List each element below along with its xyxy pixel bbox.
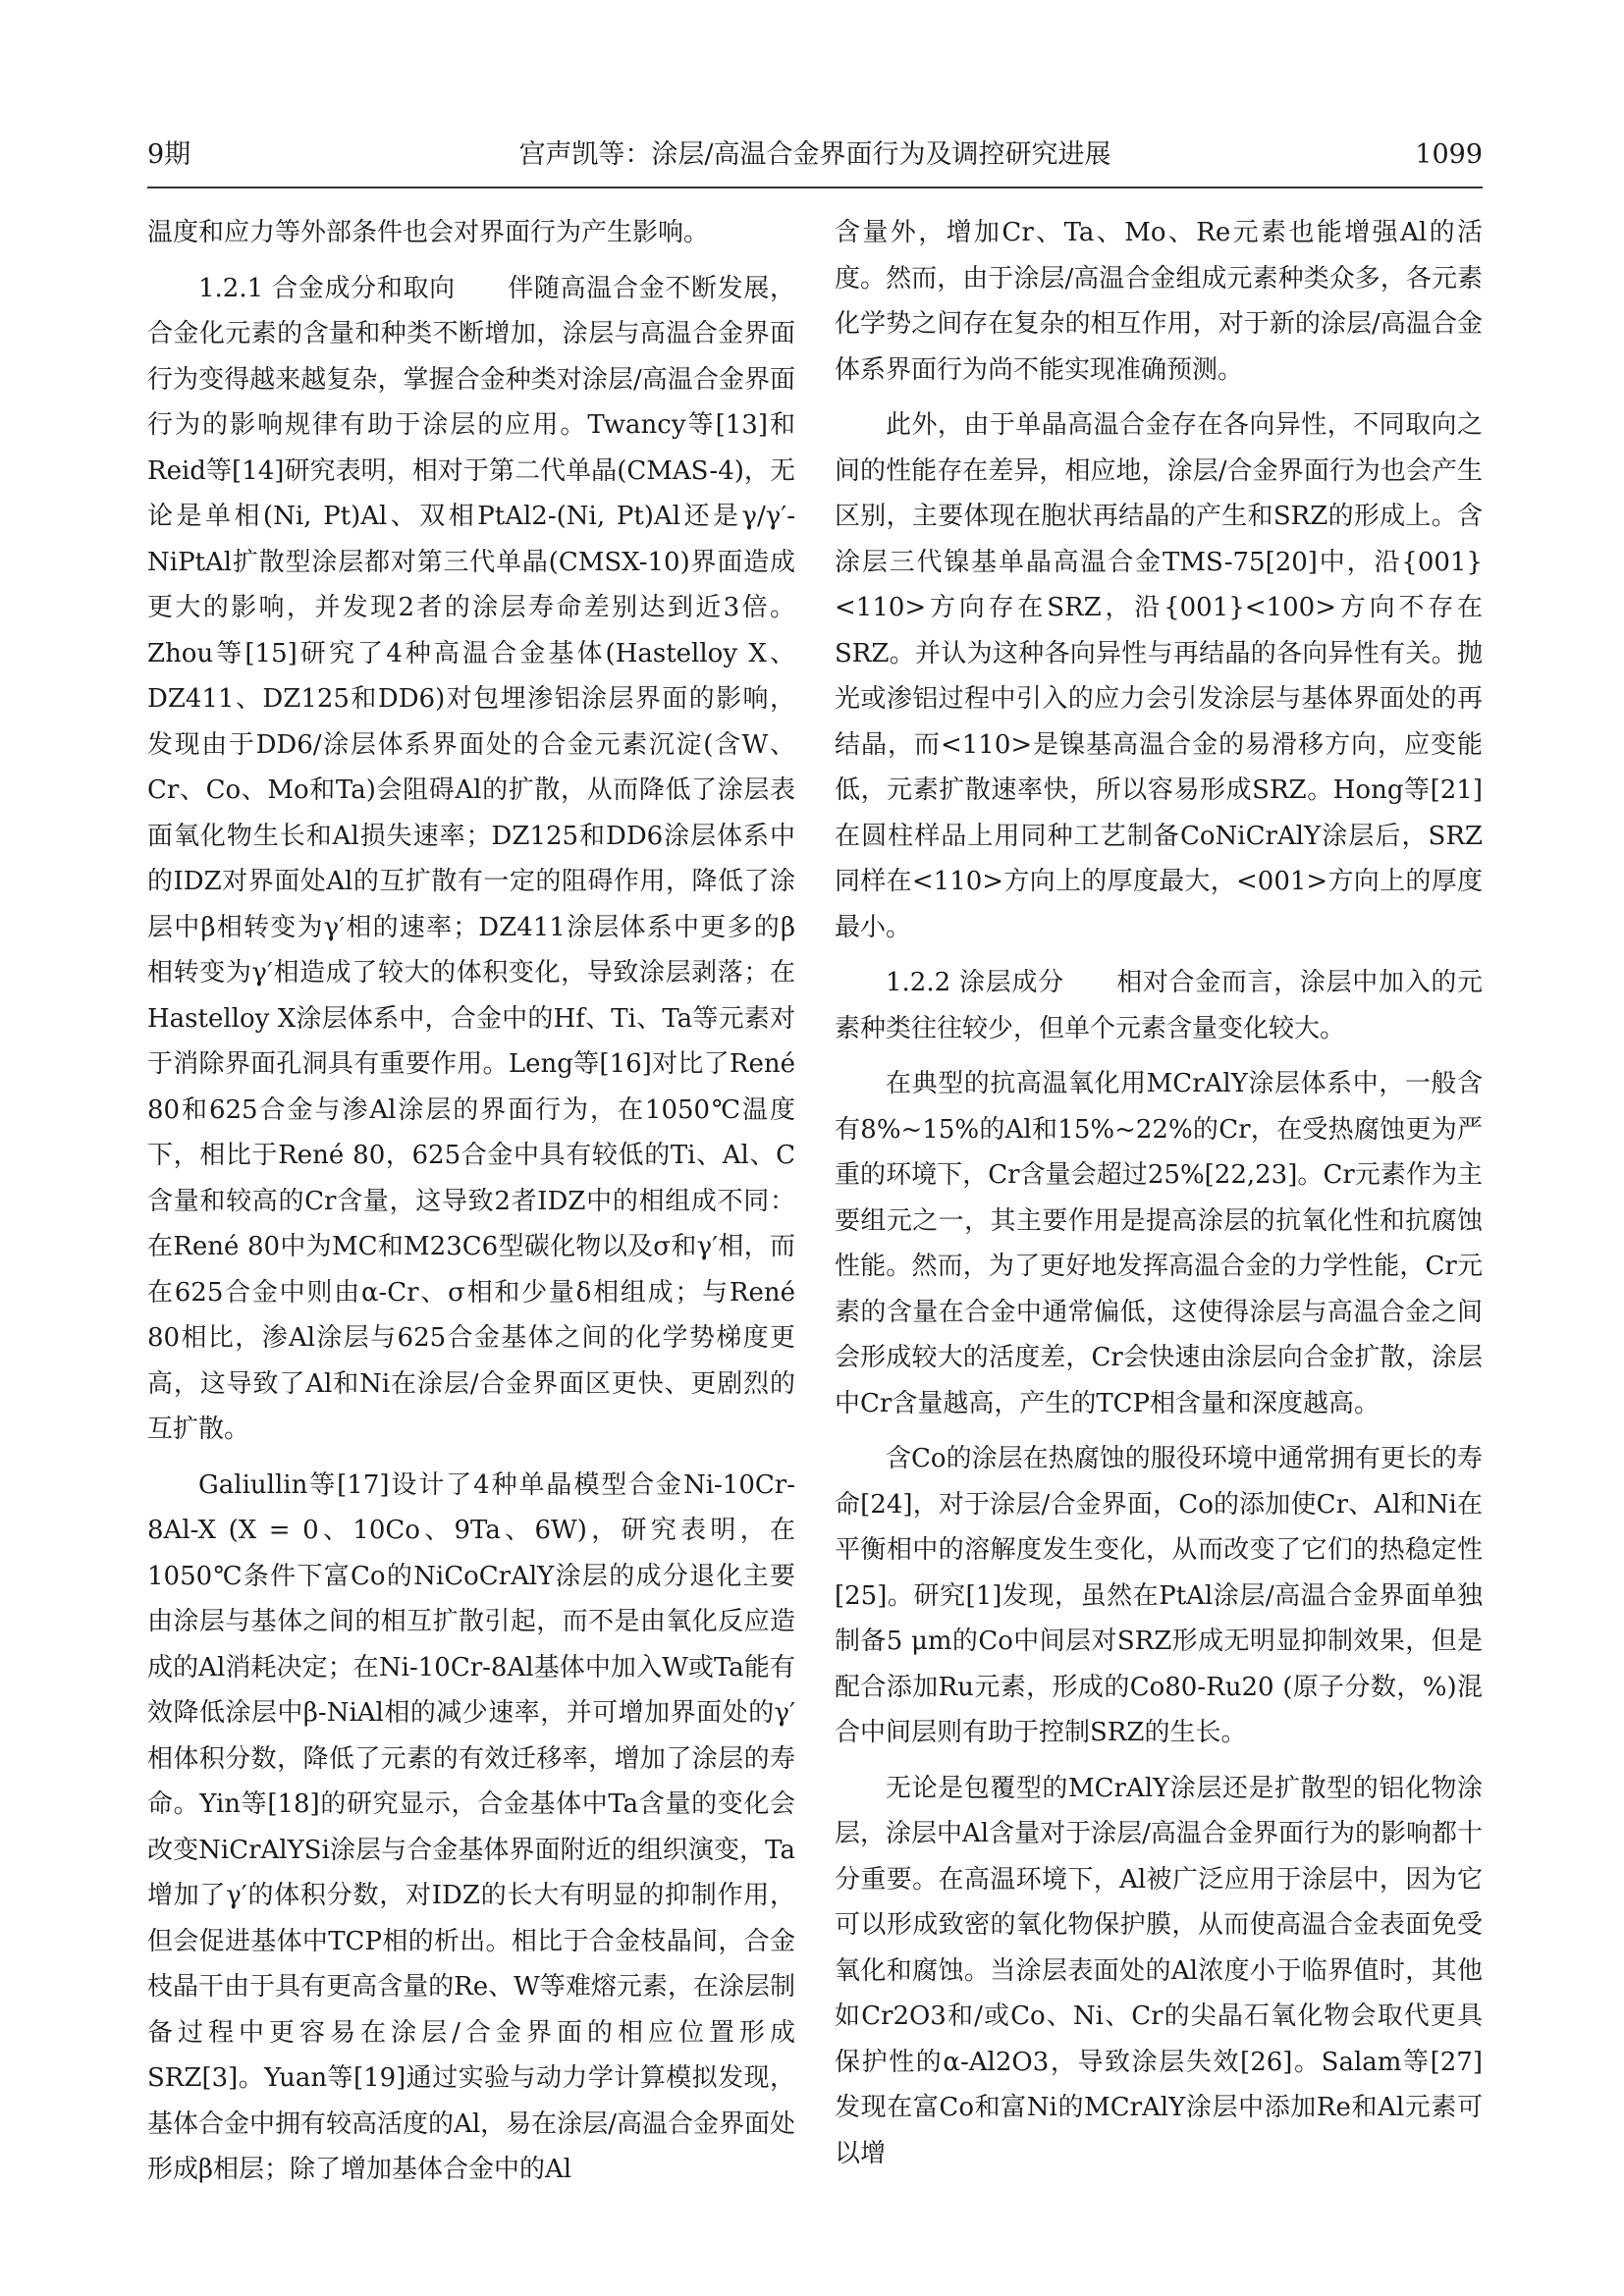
paragraph: 1.2.1 合金成分和取向 伴随高温合金不断发展，合金化元素的含量和种类不断增加，涂层与高温合金界面行为变得越来越复杂，掌握合金种类对涂层/高温合金界面行为的影响规律有助于涂层的应用。Twancy等[13]和Reid等[14]研究表明，相对于第二代单晶(CMAS-4)，无论是单相(Ni, Pt)Al、双相PtAl2-(Ni, Pt)Al还是γ/γ′-NiPtAl扩散型涂层都对第三代单晶(CMSX-10)界面造成更大的影响，并发现2者的涂层寿命差别达到近3倍。Zhou等[15]研究了4种高温合金基体(Hastelloy X、DZ411、DZ125和DD6)对包埋渗铝涂层界面的影响，发现由于DD6/涂层体系界面处的合金元素沉淀(含W、Cr、Co、Mo和Ta)会阻碍Al的扩散，从而降低了涂层表面氧化物生长和Al损失速率；DZ125和DD6涂层体系中的IDZ对界面处Al的互扩散有一定的阻碍作用，降低了涂层中β相转变为γ′相的速率；DZ411涂层体系中更多的β相转变为γ′相造成了较大的体积变化，导致涂层剥落；在Hastelloy X涂层体系中，合金中的Hf、Ti、Ta等元素对于消除界面孔洞具有重要作用。Leng等[16]对比了René 80和625合金与渗Al涂层的界面行为，在1050℃温度下，相比于René 80，625合金中具有较低的Ti、Al、C含量和较高的Cr含量，这导致2者IDZ中的相组成不同：在René 80中为MC和M23C6型碳化物以及σ和γ′相，而在625合金中则由α-Cr、σ相和少量δ相组成；与René 80相比，渗Al涂层与625合金基体之间的化学势梯度更高，这导致了Al和Ni在涂层/合金界面区更快、更剧烈的互扩散。 (147, 273, 795, 1444)
paragraph: 含量外，增加Cr、Ta、Mo、Re元素也能增强Al的活度。然而，由于涂层/高温合金组成元素种类众多，各元素化学势之间存在复杂的相互作用，对于新的涂层/高温合金体系界面行为尚不能实现准确预测。 (835, 218, 1483, 385)
paragraph: 此外，由于单晶高温合金存在各向异性，不同取向之间的性能存在差异，相应地，涂层/合金界面行为也会产生区别，主要体现在胞状再结晶的产生和SRZ的形成上。含涂层三代镍基单晶高温合金TMS-75[20]中，沿{001}<110>方向存在SRZ，沿{001}<100>方向不存在SRZ。并认为这种各向异性与再结晶的各向异性有关。抛光或渗铝过程中引入的应力会引发涂层与基体界面处的再结晶，而<110>是镍基高温合金的易滑移方向，应变能低，元素扩散速率快，所以容易形成SRZ。Hong等[21]在圆柱样品上用同种工艺制备CoNiCrAlY涂层后，SRZ同样在<110>方向上的厚度最大，<001>方向上的厚度最小。 (835, 410, 1483, 942)
right-column (835, 210, 1483, 2186)
running-header (147, 135, 1483, 183)
running-title: 宫声凯等：涂层/高温合金界面行为及调控研究进展 (518, 139, 1111, 170)
paragraph: 无论是包覆型的MCrAlY涂层还是扩散型的铝化物涂层，涂层中Al含量对于涂层/高温合金界面行为的影响都十分重要。在高温环境下，Al被广泛应用于涂层中，因为它可以形成致密的氧化物保护膜，从而使高温合金表面免受氧化和腐蚀。当涂层表面处的Al浓度小于临界值时，其他如Cr2O3和/或Co、Ni、Cr的尖晶石氧化物会取代更具保护性的α-Al2O3，导致涂层失效[26]。Salam等[27]发现在富Co和富Ni的MCrAlY涂层中添加Re和Al元素可以增 (835, 1773, 1483, 2168)
paragraph: 1.2.2 涂层成分 相对合金而言，涂层中加入的元素种类往往较少，但单个元素含量变化较大。 (835, 968, 1483, 1043)
paragraph: 温度和应力等外部条件也会对界面行为产生影响。 (147, 218, 710, 247)
paragraph: 含Co的涂层在热腐蚀的服役环境中通常拥有更长的寿命[24]，对于涂层/合金界面，Co的添加使Cr、Al和Ni在平衡相中的溶解度发生变化，从而改变了它们的热稳定性[25]。研究[1]发现，虽然在PtAl涂层/高温合金界面单独制备5 μm的Co中间层对SRZ形成无明显抑制效果，但是配合添加Ru元素，形成的Co80-Ru20 (原子分数，%)混合中间层则有助于控制SRZ的生长。 (835, 1444, 1483, 1747)
left-column (147, 210, 795, 2203)
paragraph: 在典型的抗高温氧化用MCrAlY涂层体系中，一般含有8%~15%的Al和15%~22%的Cr，在受热腐蚀更为严重的环境下，Cr含量会超过25%[22,23]。Cr元素作为主要组元之一，其主要作用是提高涂层的抗氧化性和抗腐蚀性能。然而，为了更好地发挥高温合金的力学性能，Cr元素的含量在合金中通常偏低，这使得涂层与高温合金之间会形成较大的活度差，Cr会快速由涂层向合金扩散，涂层中Cr含量越高，产生的TCP相含量和深度越高。 (835, 1069, 1483, 1418)
issue-number: 9期 (147, 139, 191, 170)
header-divider (147, 187, 1483, 188)
paragraph: Galiullin等[17]设计了4种单晶模型合金Ni-10Cr-8Al-X (X = 0、10Co、9Ta、6W)，研究表明，在1050℃条件下富Co的NiCoCrAlY涂层的成分退化主要由涂层与基体之间的相互扩散引起，而不是由氧化反应造成的Al消耗决定；在Ni-10Cr-8Al基体中加入W或Ta能有效降低涂层中β-NiAl相的减少速率，并可增加界面处的γ′相体积分数，降低了元素的有效迁移率，增加了涂层的寿命。Yin等[18]的研究显示，合金基体中Ta含量的变化会改变NiCrAlYSi涂层与合金基体界面附近的组织演变，Ta增加了γ′的体积分数，对IDZ的长大有明显的抑制作用，但会促进基体中TCP相的析出。相比于合金枝晶间，合金枝晶干由于具有更高含量的Re、W等难熔元素，在涂层制备过程中更容易在涂层/合金界面的相应位置形成SRZ[3]。Yuan等[19]通过实验与动力学计算模拟发现，基体合金中拥有较高活度的Al，易在涂层/高温合金界面处形成β相层；除了增加基体合金中的Al (147, 1469, 795, 2184)
page-number: 1099 (1415, 139, 1483, 170)
